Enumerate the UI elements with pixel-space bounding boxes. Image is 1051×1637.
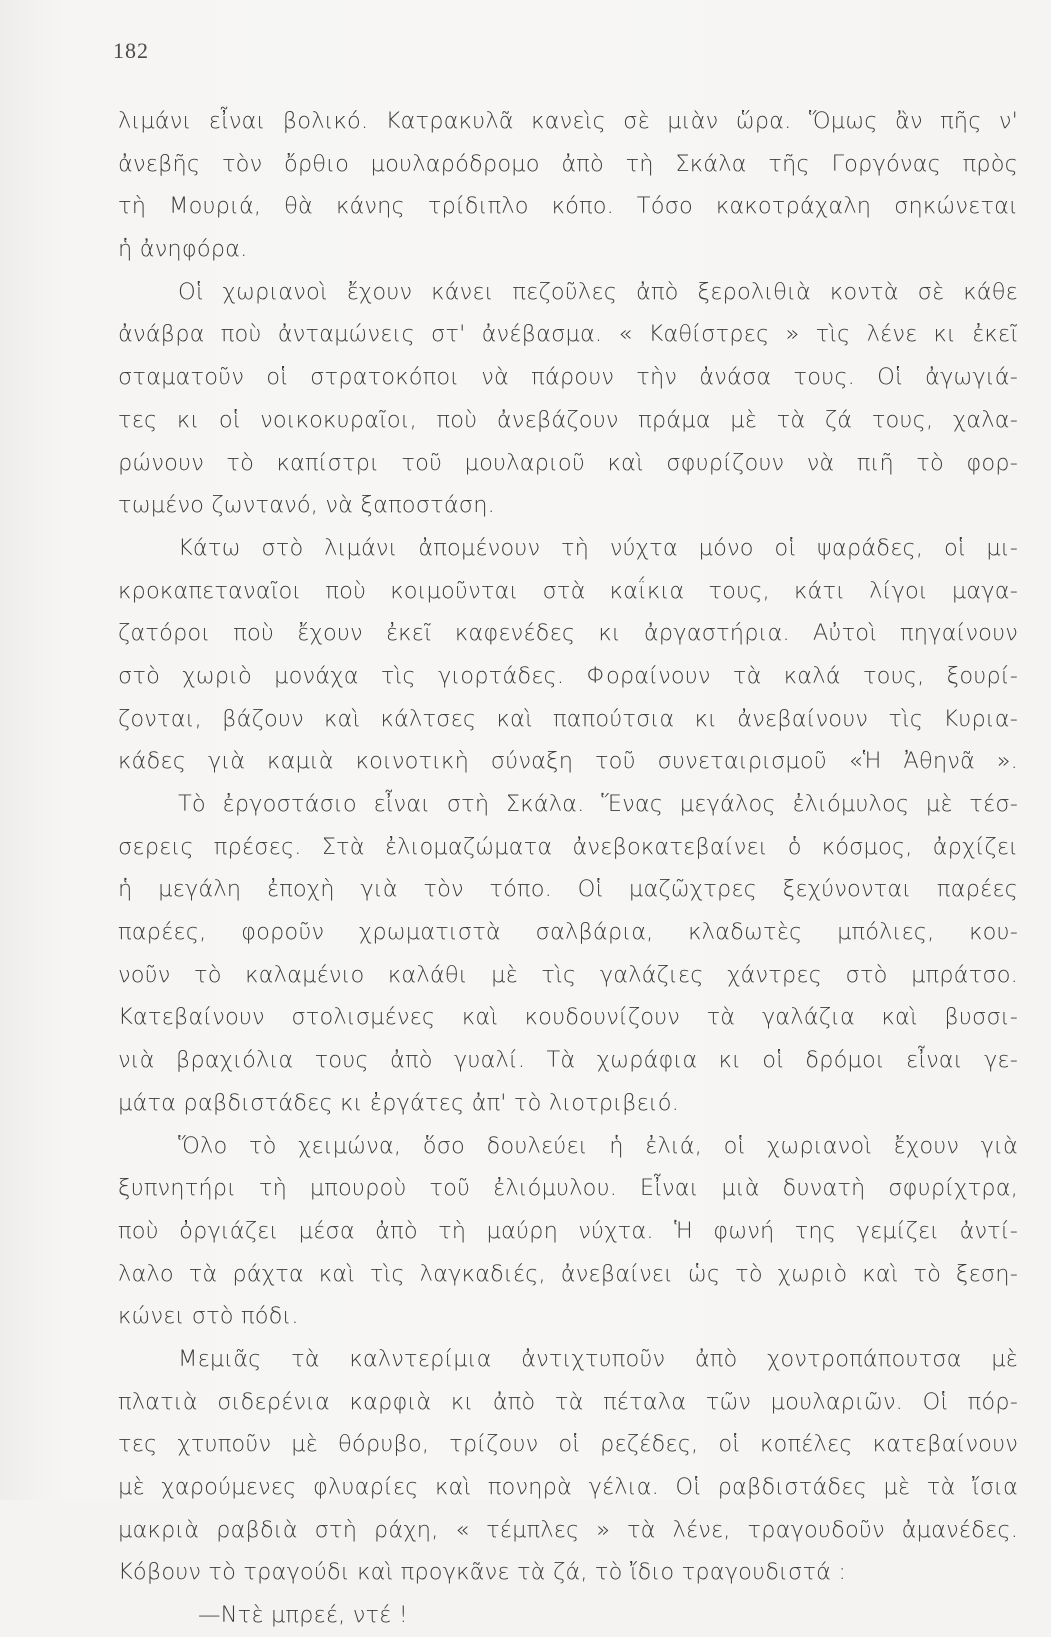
text-line: ἀνεβῆς τὸν ὄρθιο μουλαρόδρομο ἀπὸ τὴ Σκάλα τῆς Γοργόνας πρὸς xyxy=(118,150,1018,177)
text-line: τες χτυποῦν μὲ θόρυβο, τρίζουν οἱ ρεζέδες, οἱ κοπέλες κατεβαίνουν xyxy=(118,1431,1018,1458)
text-line: τωμένο ζωντανό, νὰ ξαποστάση. xyxy=(118,492,495,519)
text-line: ζονται, βάζουν καὶ κάλτσες καὶ παπούτσια κι ἀνεβαίνουν τὶς Κυρια- xyxy=(118,705,1018,732)
text-line: κροκαπεταναῖοι ποὺ κοιμοῦνται στὰ καΐκια τους, κάτι λίγοι μαγα- xyxy=(118,577,1018,604)
text-line: μακριὰ ραβδιὰ στὴ ράχη, « τέμπλες » τὰ λένε, τραγουδοῦν ἀμανέδες. xyxy=(118,1516,1018,1543)
text-line: ποὺ ὀργιάζει μέσα ἀπὸ τὴ μαύρη νύχτα. Ἡ φωνή της γεμίζει ἀντί- xyxy=(118,1217,1018,1244)
dialog-line: —Ντὲ μπρεέ, ντέ ! xyxy=(198,1602,408,1629)
text-line: λιμάνι εἶναι βολικό. Κατρακυλᾶ κανεὶς σὲ μιὰν ὥρα. Ὅμως ἂν πῆς ν' xyxy=(118,108,1018,134)
text-line: κώνει στὸ πόδι. xyxy=(118,1303,299,1330)
text-line: ξυπνητήρι τὴ μπουροὺ τοῦ ἐλιόμυλου. Εἶναι μιὰ δυνατὴ σφυρίχτρα, xyxy=(118,1175,1018,1202)
text-line: ἡ ἀνηφόρα. xyxy=(118,236,248,263)
text-line: ἡ μεγάλη ἐποχὴ γιὰ τὸν τόπο. Οἱ μαζῶχτρες ξεχύνονται παρέες xyxy=(118,876,1018,903)
text-line: ἀνάβρα ποὺ ἀνταμώνεις στ' ἀνέβασμα. « Καθίστρες » τὶς λένε κι ἐκεῖ xyxy=(118,321,1018,348)
text-line: τὴ Μουριά, θὰ κάνης τρίδιπλο κόπο. Τόσο κακοτράχαλη σηκώνεται xyxy=(118,193,1018,220)
text-line: Κατεβαίνουν στολισμένες καὶ κουδουνίζουν τὰ γαλάζια καὶ βυσσι- xyxy=(118,1004,1018,1031)
text-line: σερεις πρέσες. Στὰ ἐλιομαζώματα ἀνεβοκατεβαίνει ὁ κόσμος, ἀρχίζει xyxy=(118,833,1018,860)
text-line: κάδες γιὰ καμιὰ κοινοτικὴ σύναξη τοῦ συνεταιρισμοῦ «Ἡ Ἀθηνᾶ ». xyxy=(118,748,1018,775)
text-line: νοῦν τὸ καλαμένιο καλάθι μὲ τὶς γαλάζιες χάντρες στὸ μπράτσο. xyxy=(118,961,1018,988)
text-line: Κάτω στὸ λιμάνι ἀπομένουν τὴ νύχτα μόνο οἱ ψαράδες, οἱ μι- xyxy=(178,534,1018,561)
text-line: Ὅλο τὸ χειμώνα, ὅσο δουλεύει ἡ ἐλιά, οἱ χωριανοὶ ἔχουν γιὰ xyxy=(178,1132,1018,1159)
text-line: σταματοῦν οἱ στρατοκόποι νὰ πάρουν τὴν ἀνάσα τους. Οἱ ἀγωγιά- xyxy=(118,364,1018,391)
text-line: μὲ χαρούμενες φλυαρίες καὶ πονηρὰ γέλια. Οἱ ραβδιστάδες μὲ τὰ ἴσια xyxy=(118,1474,1018,1500)
text-line: παρέες, φοροῦν χρωματιστὰ σαλβάρια, κλαδωτὲς μπόλιες, κου- xyxy=(118,919,1018,946)
text-line: ζατόροι ποὺ ἔχουν ἐκεῖ καφενέδες κι ἀργαστήρια. Αὐτοὶ πηγαίνουν xyxy=(118,620,1018,647)
text-line: μάτα ραβδιστάδες κι ἐργάτες ἀπ' τὸ λιοτριβειό. xyxy=(118,1089,679,1116)
text-line: Μεμιᾶς τὰ καλντερίμια ἀντιχτυποῦν ἀπὸ χοντροπάπουτσα μὲ xyxy=(178,1345,1018,1372)
text-line: Κόβουν τὸ τραγούδι καὶ προγκᾶνε τὰ ζά, τὸ ἴδιο τραγουδιστά : xyxy=(118,1559,847,1586)
page-number: 182 xyxy=(113,38,149,63)
text-line: Τὸ ἐργοστάσιο εἶναι στὴ Σκάλα. Ἕνας μεγάλος ἐλιόμυλος μὲ τέσ- xyxy=(178,791,1018,817)
text-line: πλατιὰ σιδερένια καρφιὰ κι ἀπὸ τὰ πέταλα τῶν μουλαριῶν. Οἱ πόρ- xyxy=(118,1388,1018,1415)
text-line: ρώνουν τὸ καπίστρι τοῦ μουλαριοῦ καὶ σφυρίζουν νὰ πιῆ τὸ φορ- xyxy=(118,449,1018,476)
text-line: Οἱ χωριανοὶ ἔχουν κάνει πεζοῦλες ἀπὸ ξερολιθιὰ κοντὰ σὲ κάθε xyxy=(178,278,1018,305)
text-line: τες κι οἱ νοικοκυραῖοι, ποὺ ἀνεβάζουν πράμα μὲ τὰ ζά τους, χαλα- xyxy=(118,406,1018,433)
text-line: στὸ χωριὸ μονάχα τὶς γιορτάδες. Φοραίνουν τὰ καλά τους, ξουρί- xyxy=(118,662,1018,689)
body-text xyxy=(118,100,1018,1637)
text-line: λαλο τὰ ράχτα καὶ τὶς λαγκαδιές, ἀνεβαίνει ὡς τὸ χωριὸ καὶ τὸ ξεση- xyxy=(118,1260,1018,1287)
text-line: νιὰ βραχιόλια τους ἀπὸ γυαλί. Τὰ χωράφια κι οἱ δρόμοι εἶναι γε- xyxy=(118,1047,1018,1074)
